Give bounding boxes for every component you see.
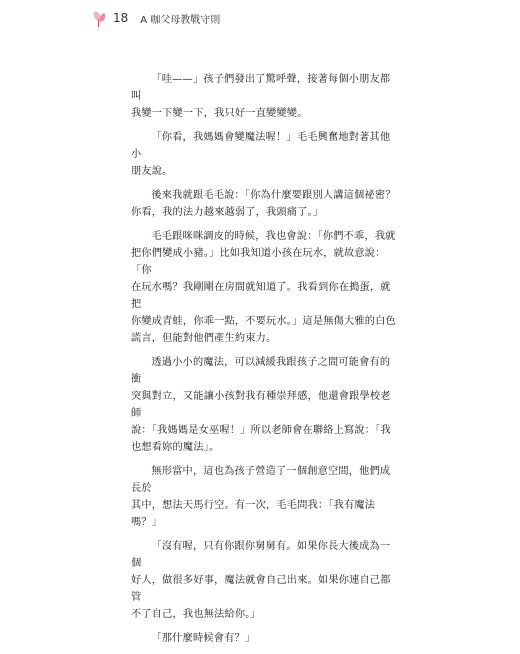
paragraph: 「那什麼時候會有？」 [151,633,256,644]
paragraph: 「沒有喔，只有你跟你舅舅有。如果你長大後成為一個 好人，做很多好事，魔法就會自己出來。如果你連自己都管 不了自己，我也無法給你。」 [131,541,391,620]
page-header [92,8,220,28]
paragraph: 「你看，我媽媽會變魔法喔！」毛毛興奮地對著其他小 朋友說。 [131,132,391,177]
paragraph: 透過小小的魔法，可以減緩我跟孩子之間可能會有的衝 突與對立，又能讓小孩對我有種崇拜感，他還會跟學校老師 說：「我媽媽是女巫喔！」所以老師會在聯絡上寫說：「我 也想看妳的魔法」。 [131,357,391,453]
paragraph: 後來我就跟毛毛說：「你為什麼要跟別人講這個祕密？ 你看，我的法力越來越弱了，我頭痛了。」 [131,190,396,218]
page-body [131,71,396,654]
paragraph: 毛毛跟咪咪調皮的時候，我也會說：「你們不乖，我就 把你們變成小豬。」比如我知道小孩在玩水，就故意說：「你 在玩水嗎？我剛剛在房間就知道了。我看到你在搗蛋，就把 你變成青蛙，你乖一點，不要玩水。」這是無傷大雅的白色 謊言，但能對他們產生約束力。 [131,231,396,344]
book-title: A 咖父母教戰守則 [140,14,221,26]
paragraph: 「哇——」孩子們發出了驚呼聲，接著每個小朋友都叫 我變一下變一下，我只好一直變變變。 [131,74,391,119]
page-number: 18 [113,11,129,25]
flower-icon [92,9,110,27]
paragraph: 無形當中，這也為孩子營造了一個創意空間，他們成長於 其中，想法天馬行空。有一次，毛毛問我：「我有魔法嗎？」 [131,466,391,528]
